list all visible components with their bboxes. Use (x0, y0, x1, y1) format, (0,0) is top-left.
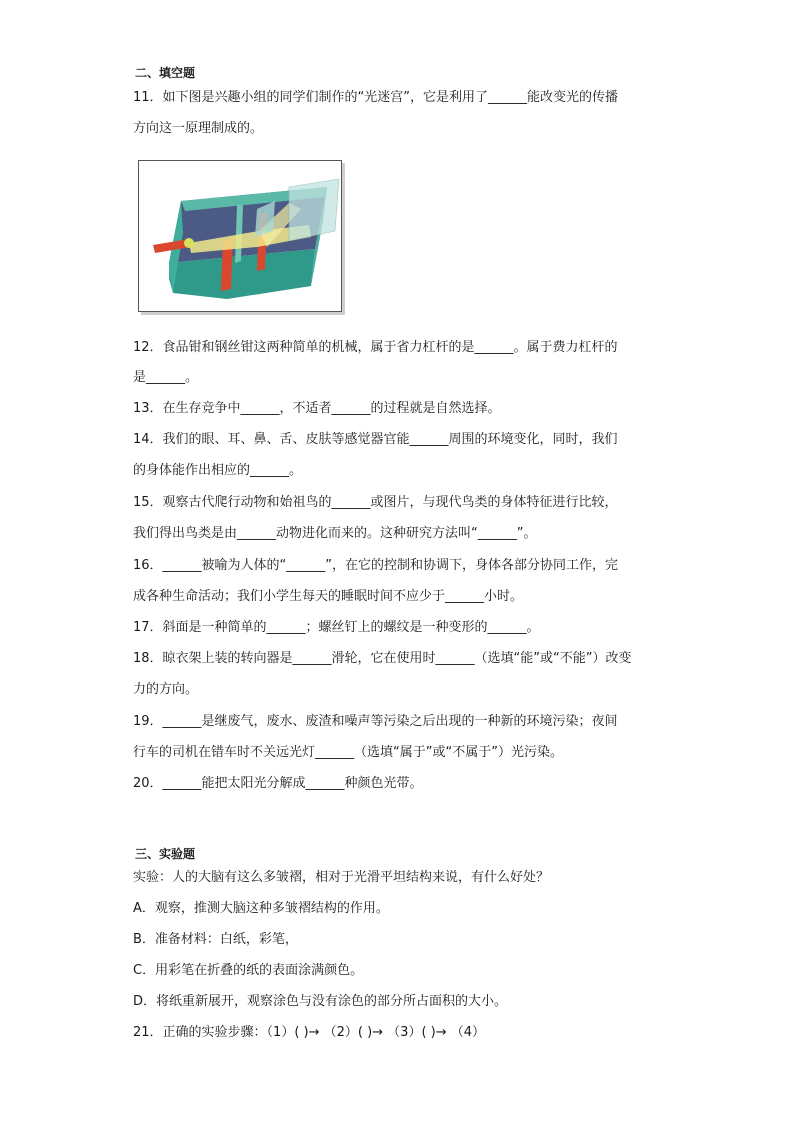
experiment-step-a: A．观察，推测大脑这种多皱褶结构的作用。 (133, 901, 389, 916)
q11-line1: 11．如下图是兴趣小组的同学们制作的“光迷宫”，它是利用了______能改变光的传播 (133, 90, 619, 105)
q15-line1: 15．观察古代爬行动物和始祖鸟的______或图片，与现代鸟类的身体特征进行比较， (133, 495, 618, 510)
experiment-step-d: D．将纸重新展开，观察涂色与没有涂色的部分所占面积的大小。 (133, 994, 508, 1009)
q13-line1: 13．在生存竞争中______，不适者______的过程就是自然选择。 (133, 401, 501, 416)
q14-line1: 14．我们的眼、耳、鼻、舌、皮肤等感觉器官能______周围的环境变化，同时，我们 (133, 432, 618, 447)
q17-line1: 17．斜面是一种简单的______；螺丝钉上的螺纹是一种变形的______。 (133, 620, 540, 635)
q15-line2: 我们得出鸟类是由______动物进化而来的。这种研究方法叫“______”。 (133, 526, 537, 541)
section-fill-blank-title: 二、填空题 (135, 66, 196, 80)
light-maze-figure (138, 160, 342, 312)
q20-line1: 20．______能把太阳光分解成______种颜色光带。 (133, 776, 423, 791)
experiment-step-b: B．准备材料：白纸，彩笔， (133, 932, 298, 947)
q21-line1: 21．正确的实验步骤：（1）( )→ （2）( )→ （3）( )→ （4） (133, 1025, 486, 1040)
q18-line1: 18．晾衣架上装的转向器是______滑轮，它在使用时______（选填“能”或“不能”）改变 (133, 651, 632, 666)
q18-line2: 力的方向。 (133, 682, 199, 697)
q16-line1: 16．______被喻为人体的“______”，在它的控制和协调下，身体各部分协同工作，完 (133, 558, 619, 573)
q16-line2: 成各种生命活动；我们小学生每天的睡眠时间不应少于______小时。 (133, 589, 524, 604)
q19-line2: 行车的司机在错车时不关远光灯______（选填“属于”或“不属于”）光污染。 (133, 745, 563, 760)
q12-line1: 12．食品钳和钢丝钳这两种简单的机械，属于省力杠杆的是______。属于费力杠杆的 (133, 340, 618, 355)
q11-line2: 方向这一原理制成的。 (133, 121, 264, 136)
q19-line1: 19．______是继废气，废水、废渣和噪声等污染之后出现的一种新的环境污染；夜间 (133, 714, 618, 729)
experiment-intro: 实验：人的大脑有这么多皱褶，相对于光滑平坦结构来说，有什么好处？ (133, 870, 550, 885)
q12-line2: 是______。 (133, 370, 199, 385)
experiment-step-c: C．用彩笔在折叠的纸的表面涂满颜色。 (133, 963, 364, 978)
q14-line2: 的身体能作出相应的______。 (133, 463, 303, 478)
section-experiment-title: 三、实验题 (135, 847, 196, 861)
